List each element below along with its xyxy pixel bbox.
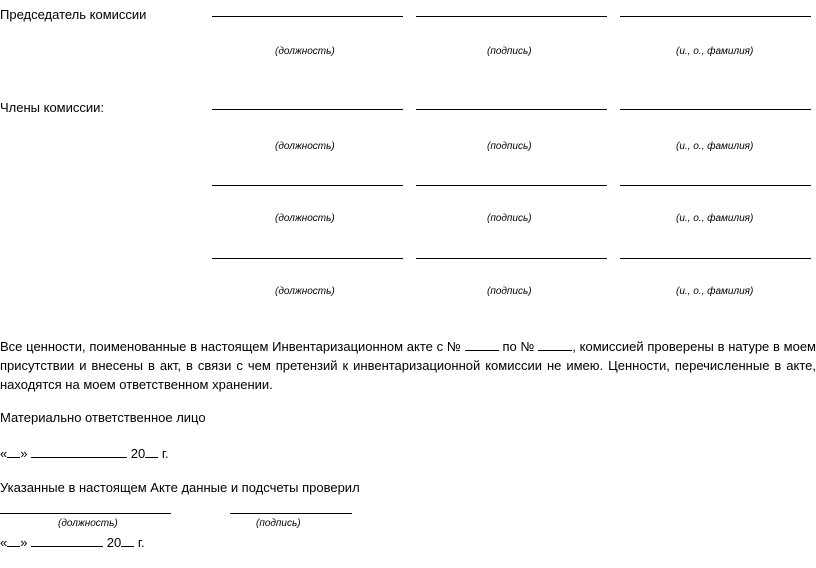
date1-year-prefix: 20 (130, 446, 146, 461)
date1-day-blank[interactable] (7, 445, 20, 458)
members-label: Члены комиссии: (0, 100, 105, 115)
member1-name-line[interactable] (620, 109, 811, 110)
member3-position-caption: (должность) (275, 286, 335, 297)
member1-signature-line[interactable] (416, 109, 607, 110)
date2-year-prefix: 20 (106, 535, 122, 550)
statement-part3: , комиссией проверены в натуре в моем присутствии и внесены в акт, в связи с чем претензий к инвентаризационной комиссии не имею. Ценности, перечисленные в акте, находятся на моем ответственном хранении. (0, 339, 816, 392)
statement-part1: Все ценности, поименованные в настоящем Инвентаризационном акте с № (0, 339, 461, 354)
verifier-signature-caption: (подпись) (256, 518, 301, 529)
date1-open-quote: « (0, 446, 8, 461)
date1-year-blank[interactable] (145, 445, 158, 458)
chairman-position-caption: (должность) (275, 46, 335, 57)
act-number-to-blank[interactable] (538, 338, 572, 351)
date2-year-suffix: г. (137, 535, 145, 550)
chairman-label: Председатель комиссии (0, 7, 147, 22)
act-number-from-blank[interactable] (465, 338, 499, 351)
verified-label: Указанные в настоящем Акте данные и подсчеты проверил (0, 480, 360, 495)
member3-signature-line[interactable] (416, 258, 607, 259)
member1-position-line[interactable] (212, 109, 403, 110)
member3-position-line[interactable] (212, 258, 403, 259)
member2-position-caption: (должность) (275, 213, 335, 224)
date2-year-blank[interactable] (121, 534, 134, 547)
date2-open-quote: « (0, 535, 8, 550)
verifier-position-caption: (должность) (58, 518, 118, 529)
member2-name-line[interactable] (620, 185, 811, 186)
member1-position-caption: (должность) (275, 141, 335, 152)
chairman-name-line[interactable] (620, 16, 811, 17)
member3-name-line[interactable] (620, 258, 811, 259)
date2-close-quote: » (20, 535, 28, 550)
date1-close-quote: » (20, 446, 28, 461)
member1-signature-caption: (подпись) (487, 141, 532, 152)
statement-paragraph (0, 337, 816, 394)
member3-name-caption: (и., о., фамилия) (676, 286, 754, 297)
date2-day-blank[interactable] (7, 534, 20, 547)
responsible-person-label: Материально ответственное лицо (0, 410, 206, 425)
chairman-signature-line[interactable] (416, 16, 607, 17)
date2-month-blank[interactable] (31, 534, 103, 547)
date1-month-blank[interactable] (31, 445, 127, 458)
chairman-name-caption: (и., о., фамилия) (676, 46, 754, 57)
member1-name-caption: (и., о., фамилия) (676, 141, 754, 152)
date1-year-suffix: г. (161, 446, 169, 461)
member2-position-line[interactable] (212, 185, 403, 186)
chairman-signature-caption: (подпись) (487, 46, 532, 57)
verifier-position-line[interactable] (0, 513, 171, 514)
statement-part2: по № (502, 339, 535, 354)
member2-signature-caption: (подпись) (487, 213, 532, 224)
verifier-signature-line[interactable] (230, 513, 352, 514)
date2 (0, 534, 145, 551)
member3-signature-caption: (подпись) (487, 286, 532, 297)
member2-name-caption: (и., о., фамилия) (676, 213, 754, 224)
member2-signature-line[interactable] (416, 185, 607, 186)
date1 (0, 445, 169, 462)
chairman-position-line[interactable] (212, 16, 403, 17)
